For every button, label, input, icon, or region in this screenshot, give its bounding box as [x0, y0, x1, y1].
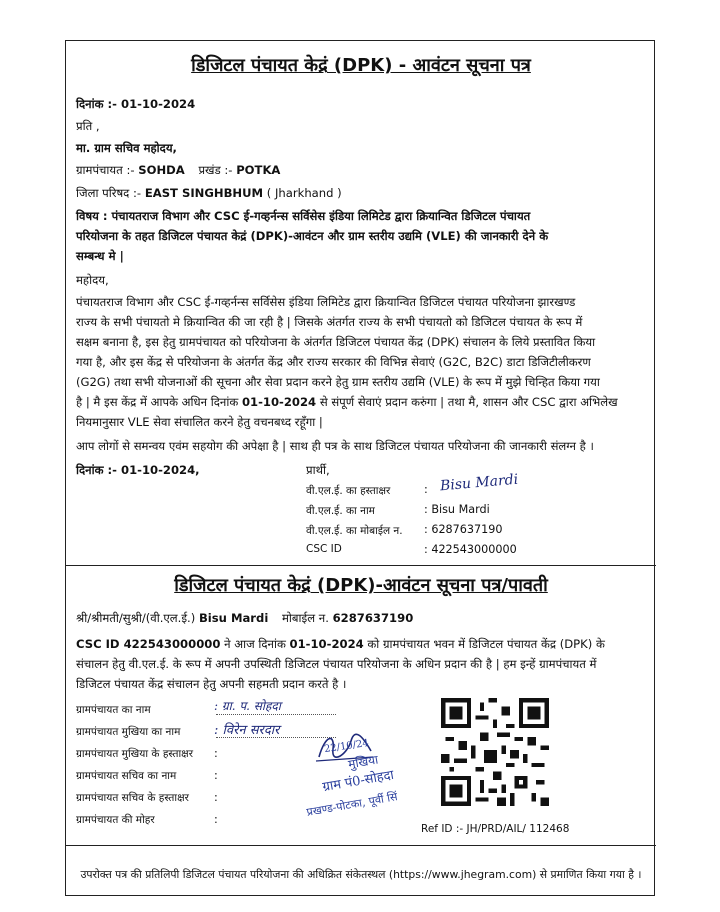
mukhiya-name-value: : विरेन सरदार — [214, 723, 280, 738]
receipt-vle-line — [76, 609, 413, 627]
subject-line-1: विषय : पंचायतराज विभाग और CSC ई-गव्हर्नन्स सर्विसेस इंडिया लिमिटेड द्वारा क्रियान्वित डिजिटल पंचायत — [76, 209, 531, 223]
footer-text: उपरोक्त पत्र की प्रतिलिपी डिजिटल पंचायत परियोजना की अधिक्रित संकेतस्थल (https://www.jhegram.com) से प्रमाणित किया गया है । — [80, 868, 642, 881]
body-line-4: गया है, और इस केंद्र से परियोजना के अंतर्गत केंद्र और राज्य सरकार की विभिन्न सेवाएं (G2C, B2C) डाटा डिजिटीलीकरण — [76, 355, 591, 369]
secretary-signature-value: : — [214, 791, 218, 804]
ref-id: Ref ID :- JH/PRD/AIL/ 112468 — [421, 823, 570, 835]
receipt-line-1b: को ग्रामपंचायत भवन में डिजिटल पंचायत केंद्र (DPK) के — [367, 637, 605, 651]
mukhiya-name-label: ग्रामपंचायत मुखिया का नाम — [76, 726, 181, 738]
receipt-mobile-label: मोबाईल न. — [281, 611, 329, 625]
applicant-label: प्रार्थी, — [306, 463, 330, 477]
body-line-6a: है | मै इस केंद्र में आपके अधिन दिनांक — [76, 395, 239, 409]
letter-date: दिनांक :- 01-10-2024 — [76, 97, 196, 111]
block-label: प्रखंड :- — [198, 163, 233, 177]
gp-name-value: : ग्रा. प. सोहदा — [214, 699, 281, 713]
body-line-5: (G2G) तथा सभी योजनाओं की सूचना और सेवा प्रदान करने हेतु ग्राम स्तरीय उद्यमि (VLE) के रूप में मुझे चिन्हित किया गया — [76, 375, 600, 389]
receipt-csc-id: CSC ID 422543000000 — [76, 637, 221, 651]
vle-mobile-value: : 6287637190 — [424, 523, 503, 536]
cooperation-line: आप लोगों से समन्वय एवंम सहयोग की अपेक्षा है | साथ ही पत्र के साथ डिजिटल पंचायत परियोजना की जानकारी संलग्न है । — [76, 439, 594, 453]
gram-panchayat-line — [76, 161, 280, 179]
footer-divider — [66, 845, 656, 846]
receipt-text-line-1 — [76, 635, 605, 653]
mukhiya-signature-label: ग्रामपंचायत मुखिया के हस्ताक्षर — [76, 748, 194, 760]
vle-signature-colon: : — [424, 483, 428, 496]
body-line-1: पंचायतराज विभाग और CSC ई-गव्हर्नन्स सर्विसेस इंडिया लिमिटेड द्वारा क्रियान्वित डिजिटल पंचायत परियोजना झारखण्ड — [76, 295, 576, 309]
stamp-line-3: प्रखण्ड-पोटका, पूर्वी सिं — [305, 790, 399, 819]
csc-id-label: CSC ID — [306, 543, 342, 555]
salutation: महोदय, — [76, 273, 109, 287]
receipt-text-line-2: संचालन हेतु वी.एल.ई. के रूप में अपनी उपस्थिती डिजिटल पंचायत परियोजना के अधिन प्रदान की है | हम इन्हें ग्रामपंचायत में — [76, 657, 597, 671]
receipt-vle-label: श्री/श्रीमती/सुश्री/(वी.एल.ई.) — [76, 611, 196, 625]
stamp-line-2: ग्राम पं0-सोहदा — [321, 767, 396, 796]
stamp-date: 22/10/24 — [323, 737, 370, 756]
receipt-line-1a: ने आज दिनांक — [224, 637, 286, 651]
service-start-date: 01-10-2024 — [241, 395, 317, 409]
subject-line-3: सम्बन्ध मे | — [76, 249, 124, 263]
secretary-name-value: : — [214, 769, 218, 782]
mukhiya-signature-value: : — [214, 747, 218, 760]
secretary-name-label: ग्रामपंचायत सचिव का नाम — [76, 770, 177, 782]
gp-name-label: ग्रामपंचायत का नाम — [76, 704, 151, 716]
letter-to: प्रति , — [76, 119, 100, 133]
letter-addressee: मा. ग्राम सचिव महोदय, — [76, 141, 177, 155]
gp-seal-label: ग्रामपंचायत की मोहर — [76, 814, 155, 826]
stamp-line-1: मुखिया — [347, 752, 380, 772]
body-line-3: सक्षम बनाना है, इस हेतु ग्रामपंचायत को परियोजना के अंतर्गत डिजिटल पंचायत केंद्र (DPK) संचालन के लिये प्रस्तावित किया — [76, 335, 596, 349]
body-line-7: नियमानुसार VLE सेवा संचालित करने हेतु वचनबध्द रहूँगा | — [76, 415, 323, 429]
receipt-vle-name: Bisu Mardi — [198, 611, 269, 625]
body-line-2: राज्य के सभी पंचायतो मे क्रियान्वित की जा रही है | जिसके अंतर्गत राज्य के सभी पंचायतो को डिजिटल पंचायत के रूप में — [76, 315, 583, 329]
section-divider — [66, 565, 656, 566]
district-state: ( Jharkhand ) — [266, 186, 342, 200]
gp-value: SOHDA — [138, 163, 185, 177]
district-value: EAST SINGHBHUM — [144, 186, 264, 200]
receipt-date: 01-10-2024 — [289, 637, 364, 651]
csc-id-value: : 422543000000 — [424, 543, 517, 556]
bottom-date: दिनांक :- 01-10-2024, — [76, 463, 200, 477]
gp-name-underline — [216, 714, 336, 715]
body-line-6 — [76, 393, 618, 411]
receipt-mobile-value: 6287637190 — [332, 611, 414, 625]
gp-label: ग्रामपंचायत :- — [76, 163, 135, 177]
vle-mobile-label: वी.एल.ई. का मोबाईल न. — [306, 525, 403, 537]
receipt-title: डिजिटल पंचायत केद्रं (DPK)-आवंटन सूचना पत्र/पावती — [174, 575, 548, 596]
vle-name-label: वी.एल.ई. का नाम — [306, 505, 375, 517]
block-value: POTKA — [236, 163, 281, 177]
document-frame — [65, 40, 655, 896]
gp-seal-value: : — [214, 813, 218, 826]
vle-signature: Bisu Mardi — [439, 471, 519, 495]
vle-signature-label: वी.एल.ई. का हस्ताक्षर — [306, 485, 391, 497]
vle-name-value: : Bisu Mardi — [424, 503, 490, 516]
subject-line-2: परियोजना के तहत डिजिटल पंचायत केद्रं (DPK)-आवंटन और ग्राम स्तरीय उद्यमि (VLE) की जानकारी देने के — [76, 229, 549, 243]
secretary-signature-label: ग्रामपंचायत सचिव के हस्ताक्षर — [76, 792, 189, 804]
letter-title: डिजिटल पंचायत केद्रं (DPK) - आवंटन सूचना पत्र — [191, 55, 531, 76]
body-line-6b: से संपूर्ण सेवाएं प्रदान करुंगा | तथा मै, शासन और CSC द्वारा अभिलेख — [319, 395, 618, 409]
district-line — [76, 184, 342, 202]
district-label: जिला परिषद :- — [76, 186, 142, 200]
receipt-text-line-3: डिजिटल पंचायत केंद्र संचालन हेतु अपनी सहमती प्रदान करते है । — [76, 677, 347, 691]
qr-code — [441, 698, 549, 806]
